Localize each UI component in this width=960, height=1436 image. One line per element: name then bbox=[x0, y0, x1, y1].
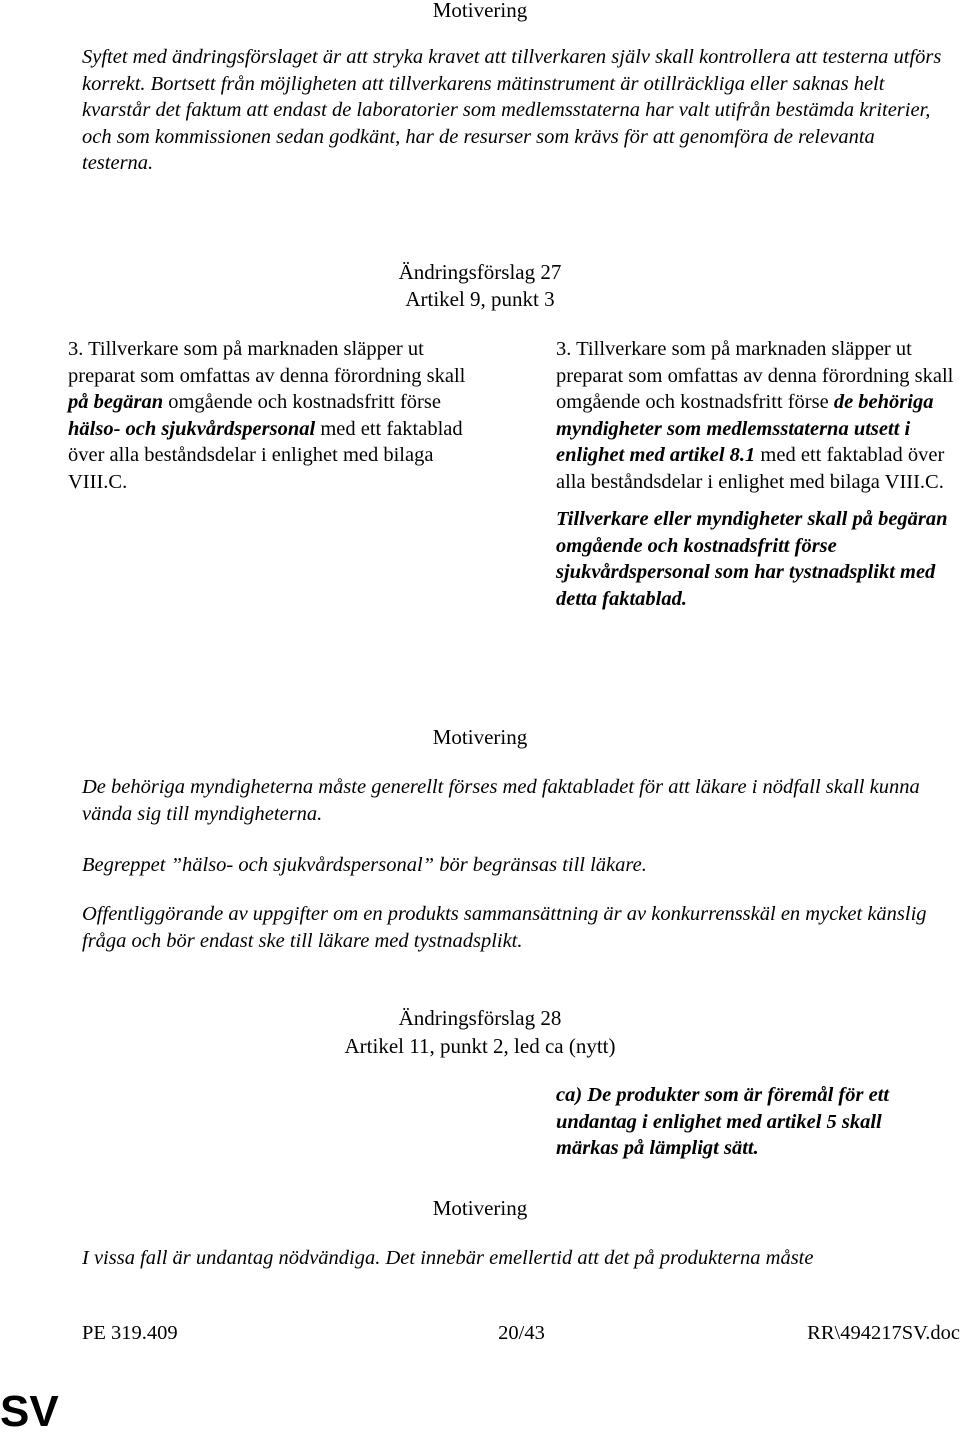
footer-reference: PE 319.409 bbox=[82, 1322, 178, 1344]
amendment-28-article: Artikel 11, punkt 2, led ca (nytt) bbox=[344, 1034, 616, 1058]
language-tag: SV bbox=[0, 1387, 59, 1436]
deleted-phrase: hälso- och sjukvårdspersonal bbox=[68, 417, 316, 440]
amendment-28-title: Ändringsförslag 28 bbox=[398, 1006, 562, 1030]
motivering-2-paragraph-1: De behöriga myndigheterna måste generellt förses med faktabladet för att läkare i nödfall skall kunna vända sig till myndigheterna. bbox=[82, 776, 920, 825]
amendment-27-title: Ändringsförslag 27 bbox=[398, 260, 562, 284]
motivering-text-1: Syftet med ändringsförslaget är att stryka kravet att tillverkaren själv skall kontrollera att testerna utförs korrekt. Bortsett från möjligheten att tillverkarens mätinstrument är otillräckliga eller saknas helt kvarstår det faktum att endast de laboratorier som medlemsstaterna har valt utifrån bestämda kriterier, och som kommissionen sedan godkänt, har de resurser som krävs för att genomföra de relevanta testerna. bbox=[82, 46, 942, 174]
motivering-3-text: I vissa fall är undantag nödvändiga. Det innebär emellertid att det på produkterna måste bbox=[82, 1247, 814, 1269]
motivering-heading-2: Motivering bbox=[432, 725, 528, 749]
amendment-27-amended-text: 3. Tillverkare som på marknaden släpper ut preparat som omfattas av denna förordning skall omgående och kostnadsfritt förse de behöriga myndigheter som medlemsstaterna utsett i enlighet med artikel 8.1 med ett faktablad över alla beståndsdelar i enlighet med bilaga VIII.C. Tillverkare eller myndigheter skall på begäran omgående och kostnadsfritt förse sjukvårdspersonal som har tystnadsplikt med detta faktablad. bbox=[556, 336, 958, 612]
footer-page-number: 20/43 bbox=[498, 1322, 545, 1344]
footer-document-name: RR\494217SV.doc bbox=[807, 1322, 960, 1344]
inserted-phrase: de behöriga myndigheter som medlemsstaterna utsett i enlighet med artikel 8.1 bbox=[556, 391, 934, 466]
amendment-28-amended-text: ca) De produkter som är föremål för ett undantag i enlighet med artikel 5 skall märkas på lämpligt sätt. bbox=[556, 1084, 890, 1159]
motivering-heading-1: Motivering bbox=[432, 0, 528, 22]
motivering-2-paragraph-2: Begreppet ”hälso- och sjukvårdspersonal” bör begränsas till läkare. bbox=[82, 854, 647, 876]
amendment-27-original-text: 3. Tillverkare som på marknaden släpper ut preparat som omfattas av denna förordning skall på begäran omgående och kostnadsfritt förse hälso- och sjukvårdspersonal med ett faktablad över alla beståndsdelar i enlighet med bilaga VIII.C. bbox=[68, 338, 466, 493]
amendment-27-article: Artikel 9, punkt 3 bbox=[405, 287, 555, 311]
motivering-2-paragraph-3: Offentliggörande av uppgifter om en produkts sammansättning är av konkurrensskäl en mycket känslig fråga och bör endast ske till läkare med tystnadsplikt. bbox=[82, 903, 927, 952]
deleted-phrase: på begäran bbox=[68, 391, 164, 413]
motivering-heading-3: Motivering bbox=[432, 1196, 528, 1220]
inserted-paragraph: Tillverkare eller myndigheter skall på begäran omgående och kostnadsfritt förse sjukvårdspersonal som har tystnadsplikt med detta faktablad. bbox=[556, 508, 948, 610]
